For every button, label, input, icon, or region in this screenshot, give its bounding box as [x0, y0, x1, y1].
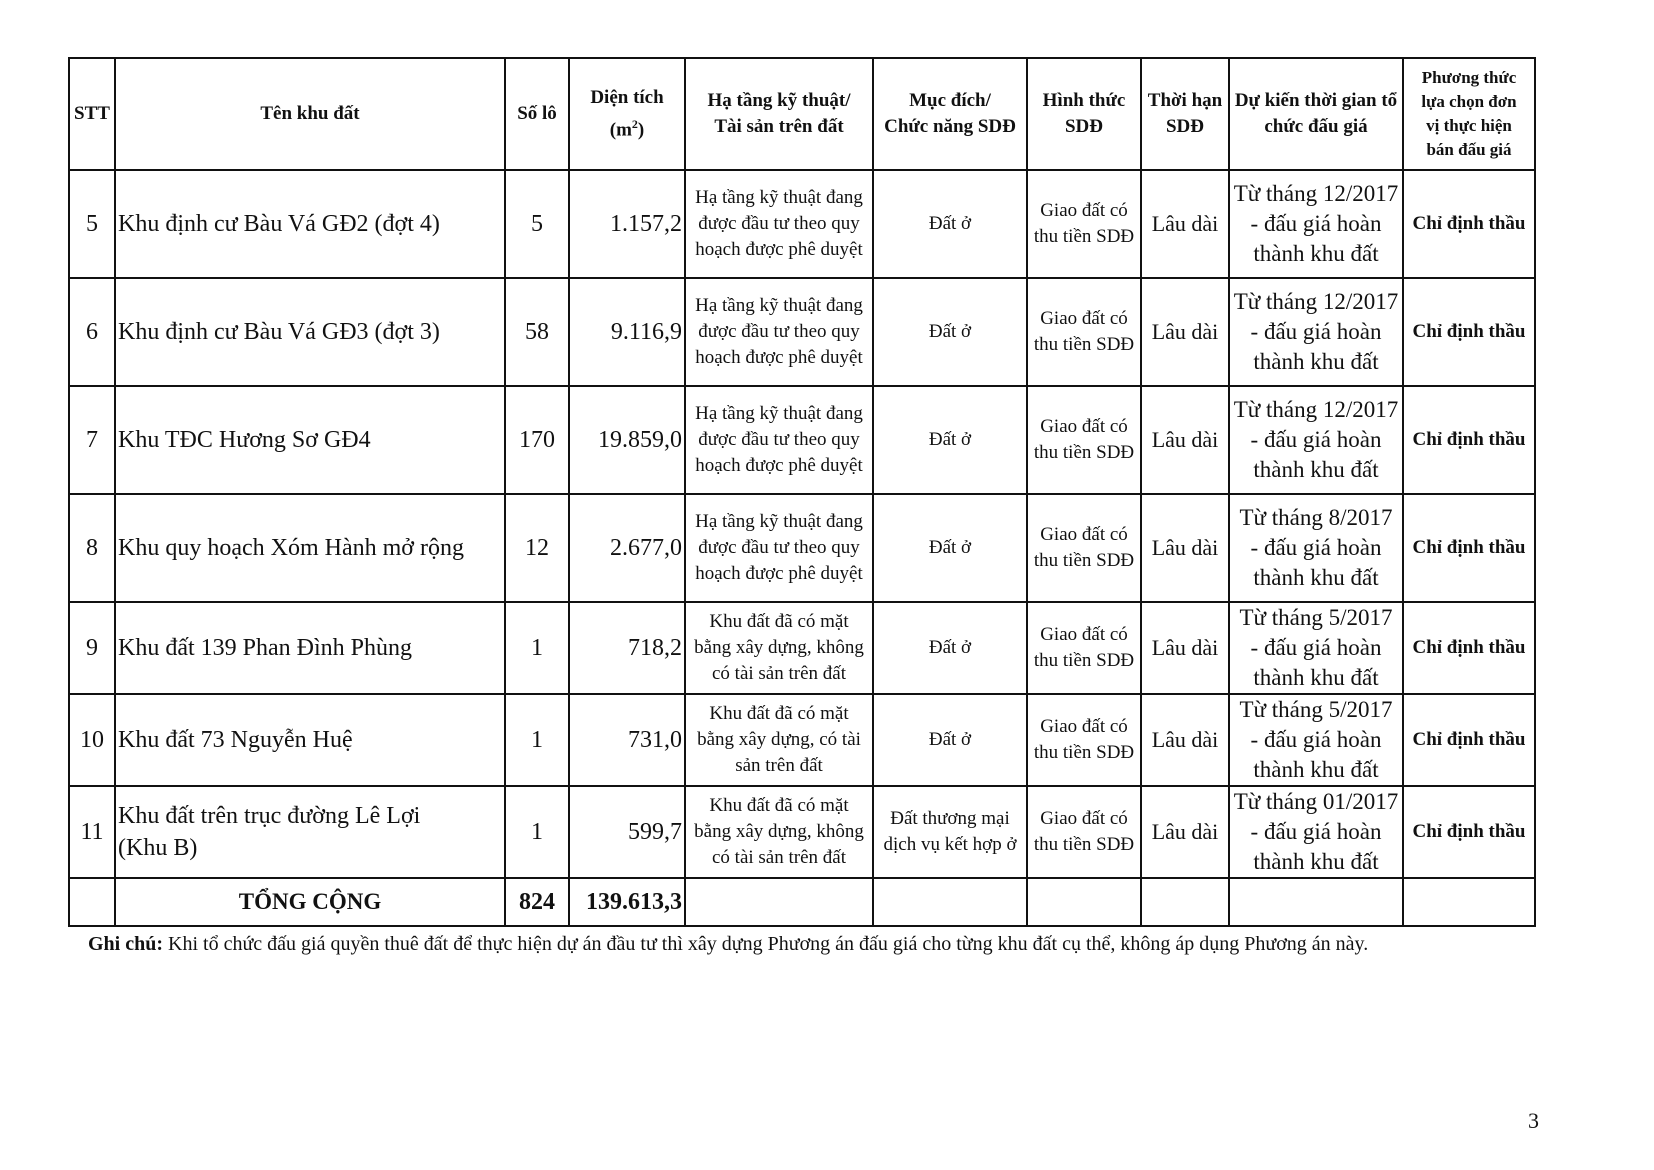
cell-term: Lâu dài [1141, 786, 1229, 878]
cell-method: Chỉ định thầu [1403, 786, 1535, 878]
cell-term: Lâu dài [1141, 694, 1229, 786]
table-row [69, 602, 1535, 694]
total-area: 139.613,3 [569, 878, 685, 926]
header-term: Thời hạn SDĐ [1141, 58, 1229, 170]
cell-lots: 1 [505, 602, 569, 694]
cell-infrastructure: Khu đất đã có mặt bằng xây dựng, không có tài sản trên đất [685, 602, 873, 694]
cell-area: 731,0 [569, 694, 685, 786]
header-infrastructure: Hạ tầng kỹ thuật/ Tài sản trên đất [685, 58, 873, 170]
cell-method: Chỉ định thầu [1403, 694, 1535, 786]
cell-form: Giao đất có thu tiền SDĐ [1027, 494, 1141, 602]
cell-time: Từ tháng 12/2017 - đấu giá hoàn thành khu đất [1229, 386, 1403, 494]
cell-time: Từ tháng 12/2017 - đấu giá hoàn thành khu đất [1229, 278, 1403, 386]
cell-form: Giao đất có thu tiền SDĐ [1027, 786, 1141, 878]
cell-form: Giao đất có thu tiền SDĐ [1027, 278, 1141, 386]
cell-time: Từ tháng 12/2017 - đấu giá hoàn thành khu đất [1229, 170, 1403, 278]
cell-name: Khu định cư Bàu Vá GĐ2 (đợt 4) [115, 170, 505, 278]
cell-area: 9.116,9 [569, 278, 685, 386]
total-label: TỔNG CỘNG [115, 878, 505, 926]
footnote [88, 930, 1628, 958]
header-name: Tên khu đất [115, 58, 505, 170]
cell-stt: 6 [69, 278, 115, 386]
cell-time: Từ tháng 5/2017 - đấu giá hoàn thành khu đất [1229, 694, 1403, 786]
footnote-text: Khi tổ chức đấu giá quyền thuê đất để thực hiện dự án đầu tư thì xây dựng Phương án đấu giá cho từng khu đất cụ thể, không áp dụng Phương án này. [163, 933, 1369, 955]
table-row [69, 694, 1535, 786]
cell-method: Chỉ định thầu [1403, 170, 1535, 278]
cell-form: Giao đất có thu tiền SDĐ [1027, 602, 1141, 694]
total-row [69, 878, 1535, 926]
cell-infrastructure: Hạ tầng kỹ thuật đang được đầu tư theo quy hoạch được phê duyệt [685, 278, 873, 386]
cell-stt: 9 [69, 602, 115, 694]
table-row [69, 386, 1535, 494]
total-empty-cell [1027, 878, 1141, 926]
cell-lots: 12 [505, 494, 569, 602]
cell-time: Từ tháng 5/2017 - đấu giá hoàn thành khu đất [1229, 602, 1403, 694]
table-row [69, 786, 1535, 878]
cell-stt: 8 [69, 494, 115, 602]
cell-method: Chỉ định thầu [1403, 278, 1535, 386]
cell-infrastructure: Khu đất đã có mặt bằng xây dựng, có tài sản trên đất [685, 694, 873, 786]
cell-method: Chỉ định thầu [1403, 386, 1535, 494]
cell-lots: 5 [505, 170, 569, 278]
cell-area: 19.859,0 [569, 386, 685, 494]
cell-purpose: Đất ở [873, 694, 1027, 786]
cell-time: Từ tháng 8/2017 - đấu giá hoàn thành khu đất [1229, 494, 1403, 602]
cell-stt: 5 [69, 170, 115, 278]
table-header-row [69, 58, 1535, 170]
total-empty-cell [685, 878, 873, 926]
cell-purpose: Đất thương mại dịch vụ kết hợp ở [873, 786, 1027, 878]
cell-area: 599,7 [569, 786, 685, 878]
total-empty-cell [873, 878, 1027, 926]
cell-term: Lâu dài [1141, 278, 1229, 386]
cell-time: Từ tháng 01/2017 - đấu giá hoàn thành khu đất [1229, 786, 1403, 878]
cell-form: Giao đất có thu tiền SDĐ [1027, 694, 1141, 786]
header-method: Phương thức lựa chọn đơn vị thực hiện bán đấu giá [1403, 58, 1535, 170]
cell-area: 2.677,0 [569, 494, 685, 602]
auction-plan-table [68, 57, 1536, 927]
header-area: Diện tích $(m^2)$ [569, 58, 685, 170]
cell-lots: 170 [505, 386, 569, 494]
total-lots: 824 [505, 878, 569, 926]
cell-stt: 11 [69, 786, 115, 878]
cell-term: Lâu dài [1141, 494, 1229, 602]
cell-term: Lâu dài [1141, 170, 1229, 278]
table-row [69, 494, 1535, 602]
total-empty-stt [69, 878, 115, 926]
cell-term: Lâu dài [1141, 602, 1229, 694]
cell-name: Khu TĐC Hương Sơ GĐ4 [115, 386, 505, 494]
header-stt: STT [69, 58, 115, 170]
cell-method: Chỉ định thầu [1403, 494, 1535, 602]
table-row [69, 170, 1535, 278]
cell-form: Giao đất có thu tiền SDĐ [1027, 170, 1141, 278]
cell-stt: 7 [69, 386, 115, 494]
cell-purpose: Đất ở [873, 278, 1027, 386]
cell-lots: 1 [505, 786, 569, 878]
cell-term: Lâu dài [1141, 386, 1229, 494]
cell-purpose: Đất ở [873, 386, 1027, 494]
total-empty-cell [1141, 878, 1229, 926]
cell-lots: 1 [505, 694, 569, 786]
header-lots: Số lô [505, 58, 569, 170]
cell-form: Giao đất có thu tiền SDĐ [1027, 386, 1141, 494]
page-number: 3 [1528, 1108, 1539, 1133]
cell-name: Khu đất 73 Nguyễn Huệ [115, 694, 505, 786]
cell-stt: 10 [69, 694, 115, 786]
cell-infrastructure: Hạ tầng kỹ thuật đang được đầu tư theo quy hoạch được phê duyệt [685, 170, 873, 278]
cell-area: 718,2 [569, 602, 685, 694]
total-empty-cell [1403, 878, 1535, 926]
cell-purpose: Đất ở [873, 602, 1027, 694]
cell-infrastructure: Hạ tầng kỹ thuật đang được đầu tư theo quy hoạch được phê duyệt [685, 386, 873, 494]
cell-infrastructure: Khu đất đã có mặt bằng xây dựng, không có tài sản trên đất [685, 786, 873, 878]
cell-lots: 58 [505, 278, 569, 386]
cell-area: 1.157,2 [569, 170, 685, 278]
table-row [69, 278, 1535, 386]
cell-name: Khu đất trên trục đường Lê Lợi (Khu B) [115, 786, 505, 878]
header-time: Dự kiến thời gian tổ chức đấu giá [1229, 58, 1403, 170]
cell-name: Khu định cư Bàu Vá GĐ3 (đợt 3) [115, 278, 505, 386]
cell-name: Khu đất 139 Phan Đình Phùng [115, 602, 505, 694]
header-purpose: Mục đích/ Chức năng SDĐ [873, 58, 1027, 170]
header-form: Hình thức SDĐ [1027, 58, 1141, 170]
cell-infrastructure: Hạ tầng kỹ thuật đang được đầu tư theo quy hoạch được phê duyệt [685, 494, 873, 602]
total-empty-cell [1229, 878, 1403, 926]
cell-purpose: Đất ở [873, 170, 1027, 278]
cell-name: Khu quy hoạch Xóm Hành mở rộng [115, 494, 505, 602]
cell-method: Chỉ định thầu [1403, 602, 1535, 694]
footnote-label: Ghi chú: [88, 933, 164, 955]
cell-purpose: Đất ở [873, 494, 1027, 602]
auction-plan-table-wrapper [68, 57, 1536, 927]
